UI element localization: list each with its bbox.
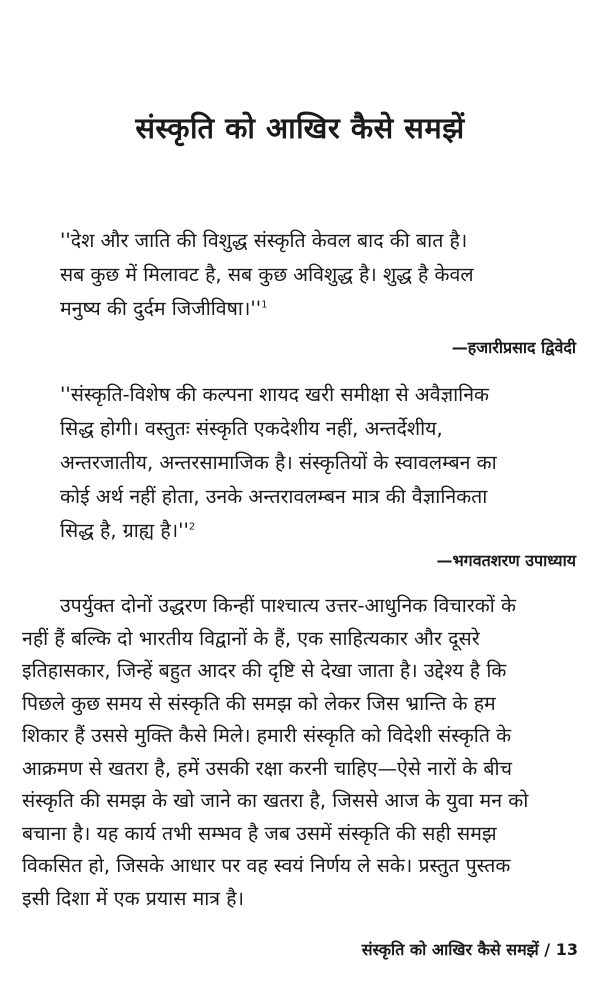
- paragraph-line: शिकार हैं उससे मुक्ति कैसे मिले। हमारी संस्कृति को विदेशी संस्कृति के: [22, 724, 512, 747]
- paragraph-line: इतिहासकार, जिन्हें बहुत आदर की दृष्टि से देखा जाता है। उद्देश्य है कि: [22, 659, 507, 682]
- quote-attribution-1: —हजारीप्रसाद द्विवेदी: [451, 338, 576, 357]
- paragraph-line: पिछले कुछ समय से संस्कृति की समझ को लेकर जिस भ्रान्ति के हम: [22, 691, 496, 715]
- quote-line: अन्तरजातीय, अन्तरसामाजिक है। संस्कृतियों के स्वावलम्बन का: [60, 451, 497, 474]
- footnote-marker: 2: [188, 521, 196, 533]
- quote-line: कोई अर्थ नहीं होता, उनके अन्तरावलम्बन मात्र की वैज्ञानिकता: [60, 485, 488, 508]
- body-paragraph: [22, 590, 582, 915]
- quote-block-1: [60, 224, 580, 326]
- quote-line-text: सिद्ध है, ग्राह्य है।'': [60, 519, 189, 542]
- paragraph-line: इसी दिशा में एक प्रयास मात्र है।: [22, 886, 244, 910]
- paragraph-line: विकसित हो, जिसके आधार पर वह स्वयं निर्णय ले सके। प्रस्तुत पुस्तक: [22, 854, 511, 877]
- quote-block-2: [60, 378, 580, 548]
- paragraph-line: आक्रमण से खतरा है, हमें उसकी रक्षा करनी चाहिए—ऐसे नारों के बीच: [22, 756, 512, 780]
- quote-line: [60, 514, 580, 548]
- page-title: संस्कृति को आखिर कैसे समझें: [135, 111, 465, 145]
- quote-attribution-2: —भगवतशरण उपाध्याय: [436, 551, 576, 570]
- quote-line: सब कुछ में मिलावट है, सब कुछ अविशुद्ध है। शुद्ध है केवल: [60, 263, 474, 286]
- quote-line: [60, 292, 580, 326]
- quote-line: सिद्ध होगी। वस्तुतः संस्कृति एकदेशीय नहीं, अन्तर्देशीय,: [60, 417, 443, 440]
- paragraph-line: उपर्युक्त दोनों उद्धरण किन्हीं पाश्चात्य उत्तर-आधुनिक विचारकों के: [60, 594, 516, 617]
- footnote-marker: 1: [261, 299, 268, 311]
- paragraph-line: संस्कृति की समझ के खो जाने का खतरा है, जिससे आज के युवा मन को: [22, 789, 529, 812]
- page-footer: संस्कृति को आखिर कैसे समझें / 13: [361, 940, 578, 959]
- quote-line: ''संस्कृति-विशेष की कल्पना शायद खरी समीक्षा से अवैज्ञानिक: [60, 383, 489, 406]
- paragraph-line: नहीं हैं बल्कि दो भारतीय विद्वानों के हैं, एक साहित्यकार और दूसरे: [22, 626, 480, 650]
- quote-line-text: मनुष्य की दुर्दम जिजीविषा।'': [60, 297, 262, 320]
- paragraph-line: बचाना है। यह कार्य तभी सम्भव है जब उसमें संस्कृति की सही समझ: [22, 821, 497, 845]
- quote-line: ''देश और जाति की विशुद्ध संस्कृति केवल बाद की बात है।: [60, 229, 468, 252]
